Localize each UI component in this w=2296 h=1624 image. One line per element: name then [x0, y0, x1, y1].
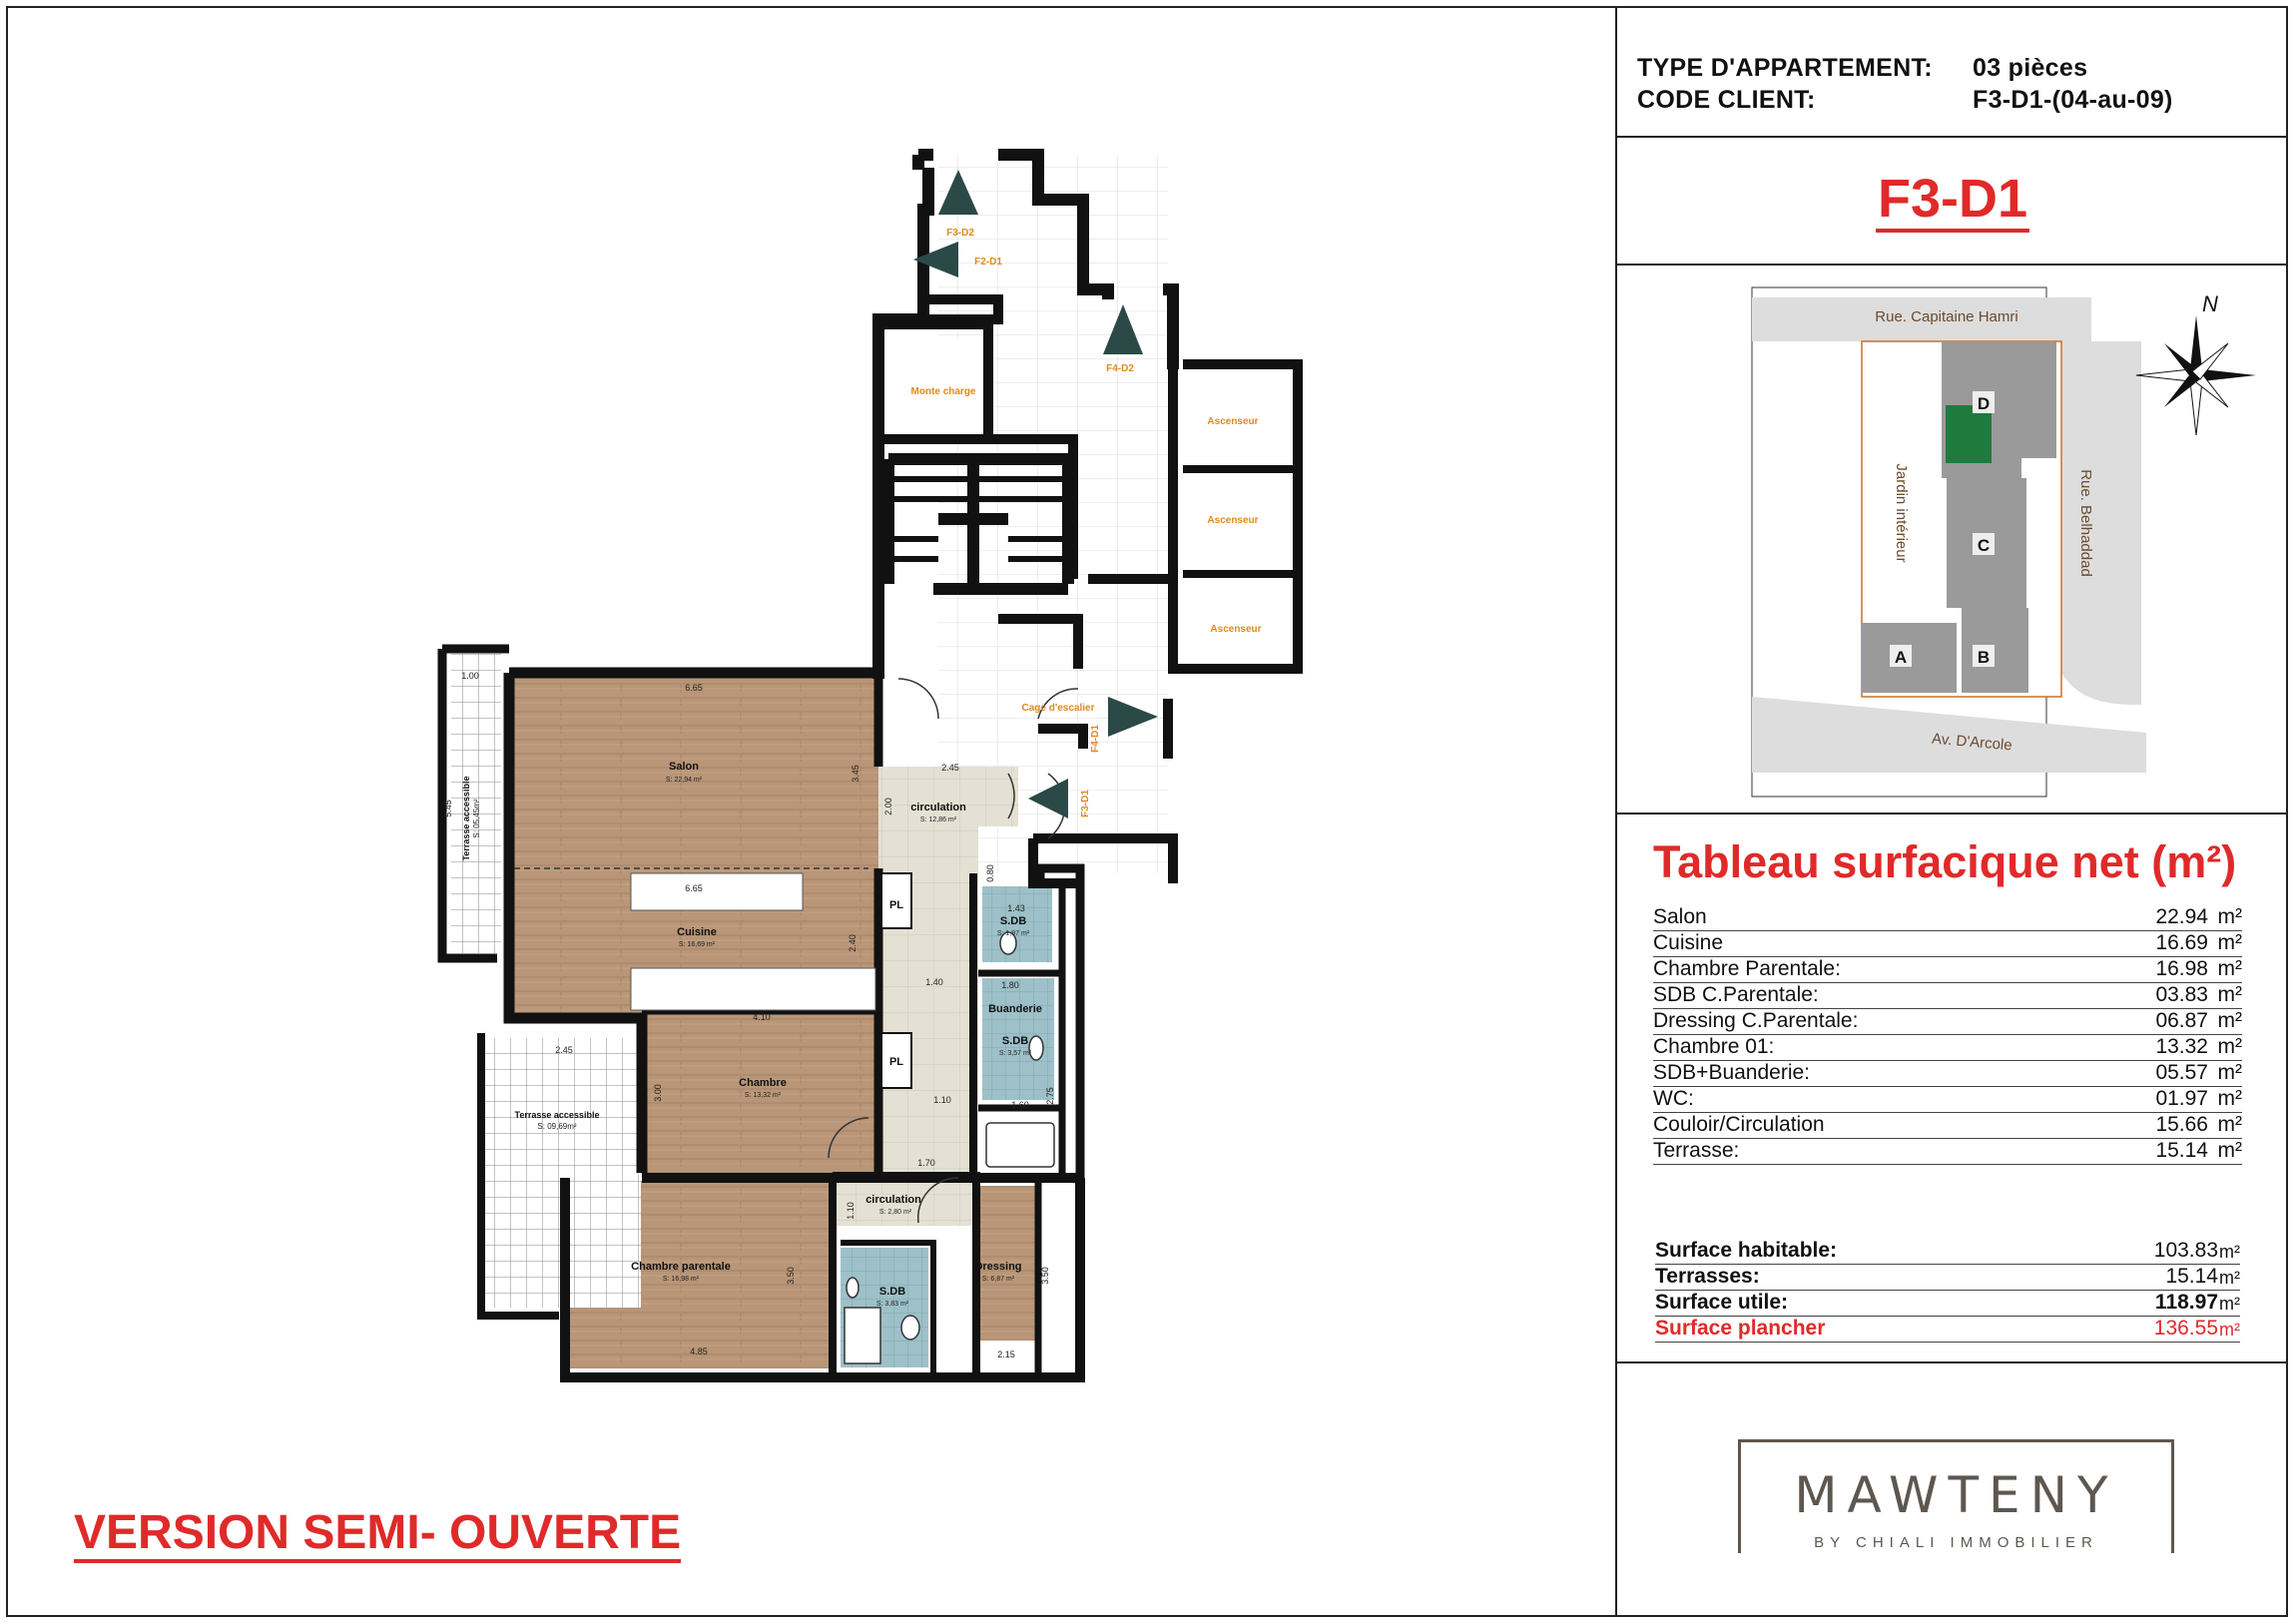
dressing-name: Dressing [974, 1261, 1022, 1273]
block-b [1962, 608, 2028, 693]
brand-name: MAWTENY [1794, 1466, 2118, 1524]
north-label: N [2202, 291, 2218, 316]
arrow-f4d1-label: F4-D1 [1090, 725, 1101, 753]
table-row: Salon 22.94 m² [1653, 904, 2242, 931]
brand-logo [1738, 1439, 2174, 1553]
block-label-c: C [1977, 536, 1991, 555]
ascenseur-3-label: Ascenseur [1210, 624, 1262, 635]
dim-6-65-mid: 6.65 [685, 883, 703, 893]
chambre-parentale-name: Chambre parentale [631, 1261, 731, 1273]
dressing-area: S: 6,87 m² [981, 1276, 1015, 1283]
dim-2-40: 2.40 [848, 934, 858, 952]
dim-4-10: 4.10 [753, 1012, 771, 1022]
cuisine-area: S: 16,69 m² [678, 941, 716, 948]
dim-1-80: 1.80 [1001, 980, 1019, 990]
dim-1-70: 1.70 [917, 1158, 935, 1168]
code-value: F3-D1-(04-au-09) [1973, 86, 2173, 114]
table-row: Cuisine 16.69 m² [1653, 930, 2242, 957]
compass-icon [2136, 291, 2256, 435]
dim-1-10-b: 1.10 [846, 1202, 856, 1220]
sdb-2-name: S.DB [1001, 1035, 1029, 1047]
table-row: Chambre 01: 13.32 m² [1653, 1034, 2242, 1061]
table-title: Tableau surfacique net (m²) [1653, 836, 2237, 887]
unit-code-title: F3-D1 [1617, 168, 2288, 230]
circulation-1-name: circulation [910, 802, 966, 813]
arrow-f2d1-label: F2-D1 [974, 257, 1002, 268]
monte-charge-label: Monte charge [910, 386, 976, 397]
brand-tagline: BY CHIALI IMMOBILIER [1741, 1534, 2171, 1551]
info-sidebar [1615, 6, 2288, 1617]
dim-2-45-top: 2.45 [941, 763, 959, 773]
pl-2-name: PL [888, 1056, 904, 1068]
totals-row: Surface habitable: 103.83 m² [1655, 1238, 2240, 1265]
dim-1-40: 1.40 [925, 977, 943, 987]
dim-3-50-a: 3.50 [786, 1267, 796, 1285]
divider [1617, 136, 2288, 138]
chambre-parentale-area: S: 16,98 m² [662, 1276, 700, 1283]
dim-1-00: 1.00 [461, 671, 479, 681]
cuisine-name: Cuisine [677, 926, 717, 938]
table-row: WC: 01.97 m² [1653, 1086, 2242, 1113]
buanderie-name: Buanderie [988, 1003, 1042, 1015]
sdb-1-name: S.DB [999, 915, 1027, 927]
table-row: Chambre Parentale: 16.98 m² [1653, 956, 2242, 983]
dim-1-43: 1.43 [1007, 903, 1025, 913]
dim-4-85: 4.85 [690, 1347, 708, 1356]
street-bottom-label: Av. D'Arcole [1931, 730, 2013, 755]
terrasse-1-area: S: 05,45m² [472, 799, 481, 838]
dim-2-00: 2.00 [883, 798, 893, 815]
arrow-f3d1-label: F3-D1 [1080, 790, 1091, 817]
table-row: Dressing C.Parentale: 06.87 m² [1653, 1008, 2242, 1035]
sdb-3-area: S: 3,83 m² [875, 1301, 909, 1308]
ascenseur-1-label: Ascenseur [1207, 416, 1259, 427]
dim-0-80: 0.80 [985, 864, 995, 882]
site-plan [1617, 273, 2290, 812]
block-label-d: D [1977, 394, 1991, 413]
salon-area: S: 22,94 m² [665, 777, 703, 784]
sdb-2-area: S: 3,57 m² [998, 1050, 1032, 1057]
divider [1617, 812, 2288, 814]
chambre-name: Chambre [739, 1077, 787, 1089]
totals-row: Terrasses: 15.14 m² [1655, 1264, 2240, 1291]
cage-label: Cage d'escalier [1021, 703, 1095, 714]
totals-row: Surface plancher 136.55 m² [1655, 1316, 2240, 1343]
chambre-area: S: 13,32 m² [744, 1092, 782, 1099]
divider [1617, 264, 2288, 266]
dim-2-15: 2.15 [997, 1350, 1015, 1359]
terrasse-1-name: Terrasse accessible [461, 776, 471, 861]
dim-2-75: 2.75 [1045, 1087, 1055, 1105]
block-label-b: B [1977, 648, 1991, 667]
dim-1-60: 1.60 [1011, 1100, 1029, 1110]
table-row: Terrasse: 15.14 m² [1653, 1138, 2242, 1165]
table-row: SDB C.Parentale: 03.83 m² [1653, 982, 2242, 1009]
table-row: SDB+Buanderie: 05.57 m² [1653, 1060, 2242, 1087]
code-label: CODE CLIENT: [1637, 86, 1816, 114]
terrasse-2-area: S: 09,69m² [537, 1122, 577, 1131]
salon-name: Salon [669, 761, 699, 773]
dim-2-45-ter: 2.45 [555, 1045, 573, 1055]
street-right [2061, 341, 2141, 705]
divider [1617, 1361, 2288, 1363]
dim-3-45: 3.45 [851, 765, 861, 783]
dim-3-50-b: 3.50 [1040, 1267, 1050, 1285]
highlight-unit [1946, 405, 1992, 463]
block-label-a: A [1894, 648, 1908, 667]
type-label: TYPE D'APPARTEMENT: [1637, 54, 1933, 82]
arrow-f3d2-label: F3-D2 [946, 228, 974, 239]
type-row [1637, 54, 2087, 83]
street-top-label: Rue. Capitaine Hamri [1875, 308, 2018, 325]
salon-floor [509, 675, 878, 874]
dim-3-00: 3.00 [653, 1084, 663, 1102]
circulation-2-area: S: 2,80 m² [878, 1209, 912, 1216]
circulation-1-area: S: 12,86 m² [919, 816, 957, 823]
arrow-f4d2-label: F4-D2 [1106, 363, 1134, 374]
sdb-3-name: S.DB [878, 1286, 906, 1298]
circulation-2-name: circulation [865, 1194, 921, 1206]
ascenseur-2-label: Ascenseur [1207, 515, 1259, 526]
pl-1-name: PL [888, 899, 904, 911]
circulation-floor [878, 767, 978, 1176]
table-row: Couloir/Circulation 15.66 m² [1653, 1112, 2242, 1139]
garden-label: Jardin intérieur [1893, 463, 1910, 563]
totals-row: Surface utile: 118.97 m² [1655, 1290, 2240, 1317]
kitchen-island [631, 873, 803, 910]
sdb-1-area: S: 1,97 m² [996, 930, 1030, 937]
dim-6-65-top: 6.65 [685, 683, 703, 693]
version-label: VERSION SEMI- OUVERTE [74, 1505, 681, 1560]
dim-1-10-a: 1.10 [933, 1095, 951, 1105]
terrasse-2-name: Terrasse accessible [514, 1110, 600, 1120]
dim-5-45: 5.45 [443, 800, 453, 817]
kitchen-counter [631, 968, 875, 1010]
type-value: 03 pièces [1973, 54, 2088, 82]
street-right-label: Rue. Belhaddad [2077, 469, 2094, 577]
code-row [1637, 86, 2173, 115]
